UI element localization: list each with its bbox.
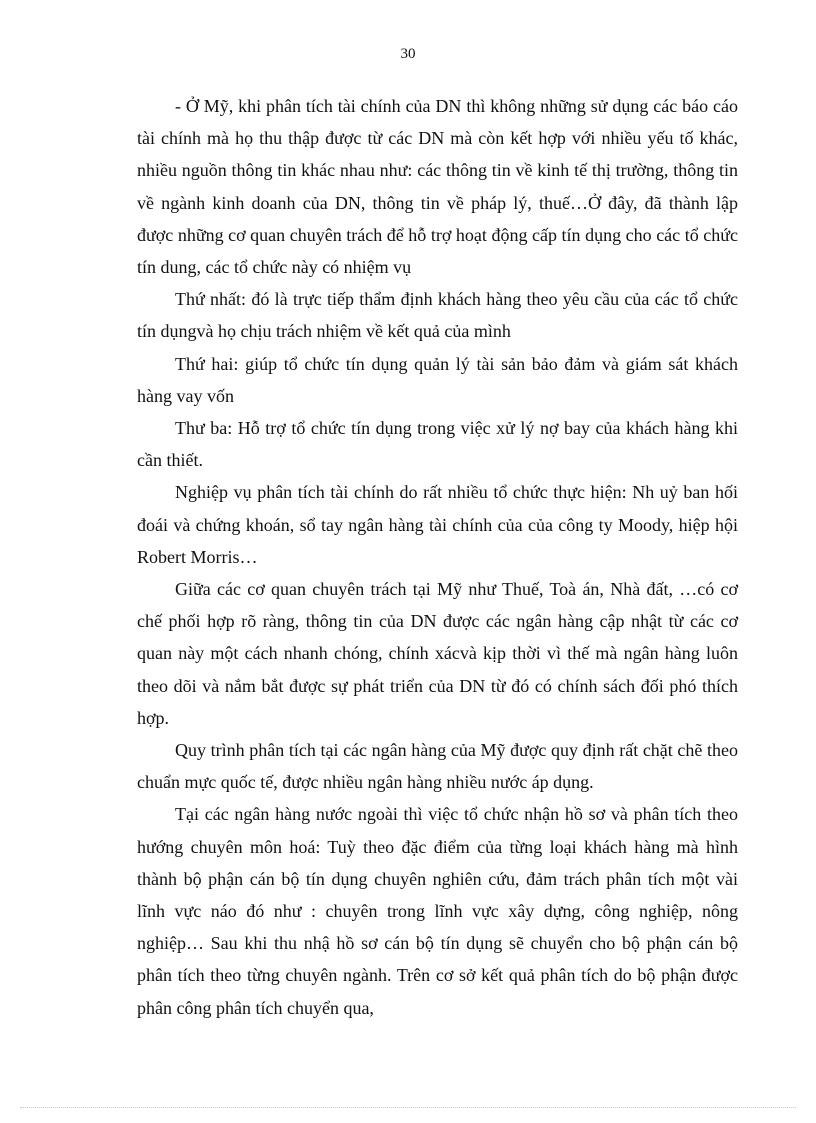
- paragraph-task-second: Thứ hai: giúp tổ chức tín dụng quản lý tài sản bảo đảm và giám sát khách hàng vay vốn: [137, 353, 738, 406]
- paragraph-process: Quy trình phân tích tại các ngân hàng của Mỹ được quy định rất chặt chẽ theo chuẩn mực quốc tế, được nhiều ngân hàng nhiều nước áp dụng.: [137, 740, 738, 793]
- paragraph-task-third: Thư ba: Hỗ trợ tổ chức tín dụng trong việc xử lý nợ bay của khách hàng khi cần thiết.: [137, 418, 738, 471]
- paragraph-task-first: Thứ nhất: đó là trực tiếp thẩm định khách hàng theo yêu cầu của các tổ chức tín dụngvà họ chịu trách nhiệm về kết quả của mình: [137, 289, 738, 342]
- paragraph-us-analysis: - Ở Mỹ, khi phân tích tài chính của DN thì không những sử dụng các báo cáo tài chính mà họ thu thập được từ các DN mà còn kết hợp với nhiều yếu tố khác, nhiều nguồn thông tin khác nhau như: các thông tin về kinh tế thị trường, thông tin về ngành kinh doanh của DN, thông tin về pháp lý, thuế…Ở đây, đã thành lập được những cơ quan chuyên trách để hỗ trợ hoạt động cấp tín dụng cho các tổ chức tín dung, các tổ chức này có nhiệm vụ: [137, 96, 738, 278]
- paragraph-coordination: Giữa các cơ quan chuyên trách tại Mỹ như Thuế, Toà án, Nhà đất, …có cơ chế phối hợp rõ ràng, thông tin của DN được các ngân hàng cập nhật từ các cơ quan này một cách nhanh chóng, chính xácvà kịp thời vì thế mà ngân hàng luôn theo dõi và nắm bắt được sự phát triển của DN từ đó có chính sách đối phó thích hợp.: [137, 579, 738, 728]
- page-number: 30: [400, 46, 416, 62]
- paragraph-specialization: Tại các ngân hàng nước ngoài thì việc tổ chức nhận hồ sơ và phân tích theo hướng chuyên môn hoá: Tuỳ theo đặc điểm của từng loại khách hàng mà hình thành bộ phận cán bộ tín dụng chuyên nghiên cứu, đảm trách phân tích một vài lĩnh vực náo đó như : chuyên trong lĩnh vực xây dựng, công nghiệp, nông nghiệp… Sau khi thu nhậ hồ sơ cán bộ tín dụng sẽ chuyển cho bộ phận cán bộ phân tích theo từng chuyên ngành. Trên cơ sở kết quả phân tích do bộ phận được phân công phân tích chuyển qua,: [137, 804, 738, 1018]
- document-body: [137, 90, 738, 1024]
- page-bottom-divider: [20, 1107, 796, 1108]
- paragraph-organizations: Nghiệp vụ phân tích tài chính do rất nhiều tổ chức thực hiện: Nh uỷ ban hối đoái và chứng khoán, sổ tay ngân hàng tài chính của của công ty Moody, hiệp hội Robert Morris…: [137, 482, 738, 567]
